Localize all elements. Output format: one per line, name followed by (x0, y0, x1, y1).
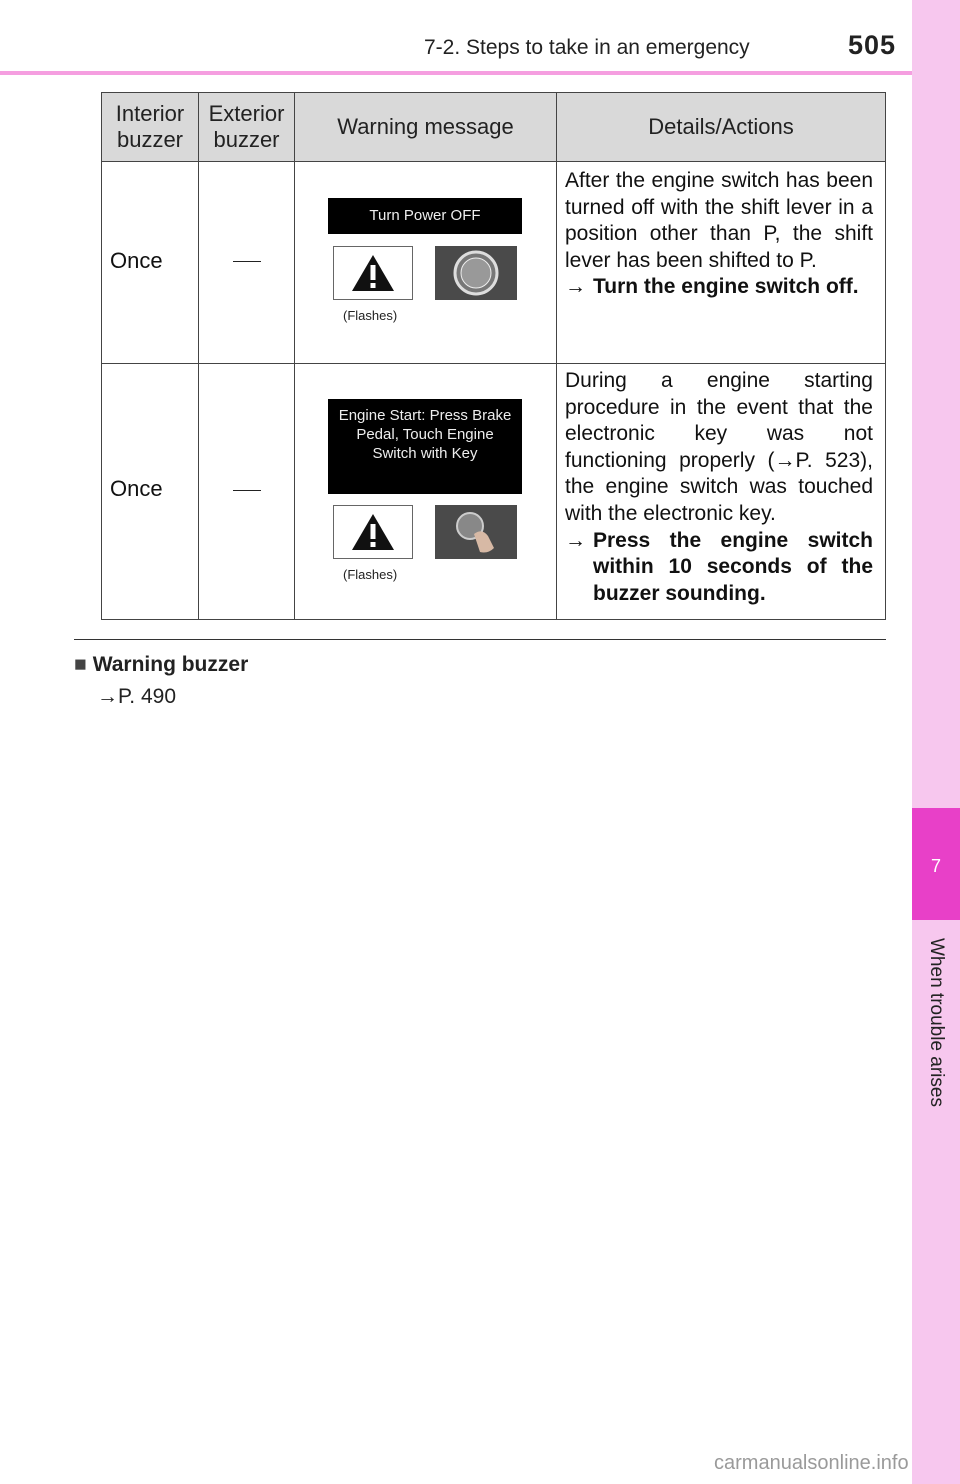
message-display: Turn Power OFF (328, 198, 522, 234)
details-cell (557, 364, 885, 619)
flashes-note: (Flashes) (343, 308, 398, 323)
warning-triangle-icon (333, 246, 413, 300)
arrow-icon: → (565, 528, 586, 552)
header-details-actions: Details/Actions (648, 114, 794, 139)
exterior-buzzer-cell (199, 162, 295, 363)
header-rule (0, 71, 912, 75)
action-instruction (565, 274, 873, 301)
page-number: 505 (848, 30, 897, 60)
header-interior-buzzer: Interior buzzer (102, 93, 199, 161)
warning-message-cell (295, 364, 557, 619)
exterior-buzzer-dash (233, 490, 261, 491)
details-description: After the engine switch has been turned off with the shift lever in a position other than P, the shift lever has been shifted to P. (565, 169, 873, 272)
header-exterior-buzzer: Exterior buzzer (199, 93, 295, 161)
heading-text: Warning buzzer (92, 653, 249, 676)
header-warning-message: Warning message (295, 93, 557, 161)
exterior-buzzer-cell (199, 364, 295, 619)
details-text (565, 168, 873, 301)
key-touch-icon (435, 505, 517, 559)
action-text: Turn the engine switch off. (593, 275, 859, 299)
warning-table (101, 92, 886, 620)
table-row (102, 162, 885, 364)
details-cell (557, 162, 885, 363)
table-header (102, 93, 885, 162)
section-title: 7-2. Steps to take in an emergency (424, 36, 750, 59)
watermark: carmanualsonline.info (714, 1452, 909, 1474)
action-instruction (565, 528, 873, 608)
message-display: Engine Start: Press Brake Pedal, Touch Engine Switch with Key (328, 399, 522, 494)
interior-buzzer-value: Once (110, 476, 163, 501)
interior-buzzer-cell (102, 364, 199, 619)
side-tab (912, 0, 960, 1484)
arrow-icon: → (565, 275, 586, 299)
interior-buzzer-cell (102, 162, 199, 363)
chapter-number: 7 (930, 856, 941, 876)
section-divider (74, 639, 886, 640)
page-reference-link[interactable]: →P. 490 (97, 685, 177, 708)
flashes-note: (Flashes) (343, 567, 398, 582)
action-text: Press the engine switch within 10 seconds of the buzzer sounding. (593, 528, 873, 605)
interior-buzzer-value: Once (110, 248, 163, 273)
warning-buzzer-heading (74, 653, 248, 677)
exterior-buzzer-dash (233, 261, 261, 262)
engine-switch-icon (435, 246, 517, 300)
warning-triangle-icon (333, 505, 413, 559)
warning-message-cell (295, 162, 557, 363)
square-bullet-icon: ■ (74, 653, 87, 676)
details-text (565, 368, 873, 607)
table-row (102, 364, 885, 619)
details-description: During a engine starting procedure in the event that the electronic key was not functioning properly (→P. 523), the engine switch was touched with the electronic key. (565, 369, 873, 525)
chapter-label: When trouble arises (926, 938, 947, 1107)
